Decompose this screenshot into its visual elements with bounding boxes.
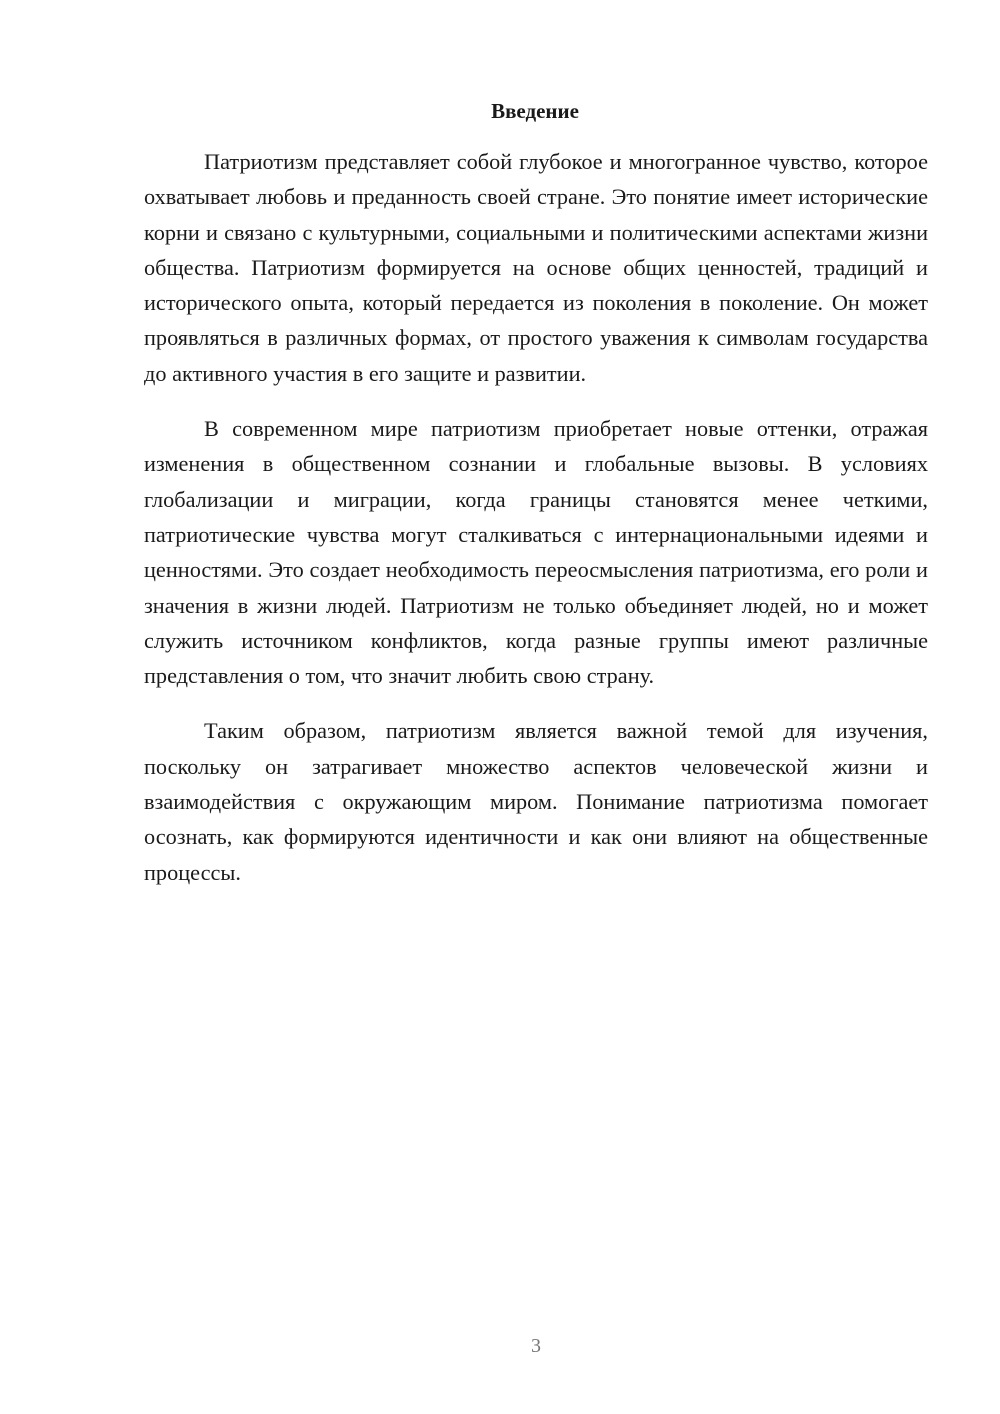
paragraph-3: Таким образом, патриотизм является важной темой для изучения, поскольку он затрагивает множество аспектов человеческой жизни и взаимодействия с окружающим миром. Понимание патриотизма помогает осознать, как формируются идентичности и как они влияют на общественные процессы. [144, 718, 928, 885]
section-heading: Введение [491, 99, 579, 123]
paragraph-2: В современном мире патриотизм приобретает новые оттенки, отражая изменения в общественном сознании и глобальные вызовы. В условиях глобализации и миграции, когда границы становятся менее четкими, патриотические чувства могут сталкиваться с интернациональными идеями и ценностями. Это создает необходимость переосмысления патриотизма, его роли и значения в жизни людей. Патриотизм не только объединяет людей, но и может служить источником конфликтов, когда разные группы имеют различные представления о том, что значит любить свою страну. [144, 416, 928, 689]
page-number: 3 [531, 1335, 541, 1357]
body-text [144, 144, 928, 910]
paragraph-1: Патриотизм представляет собой глубокое и многогранное чувство, которое охватывает любовь и преданность своей стране. Это понятие имеет исторические корни и связано с культурными, социальными и политическими аспектами жизни общества. Патриотизм формируется на основе общих ценностей, традиций и исторического опыта, который передается из поколения в поколение. Он может проявляться в различных формах, от простого уважения к символам государства до активного участия в его защите и развитии. [144, 149, 928, 386]
